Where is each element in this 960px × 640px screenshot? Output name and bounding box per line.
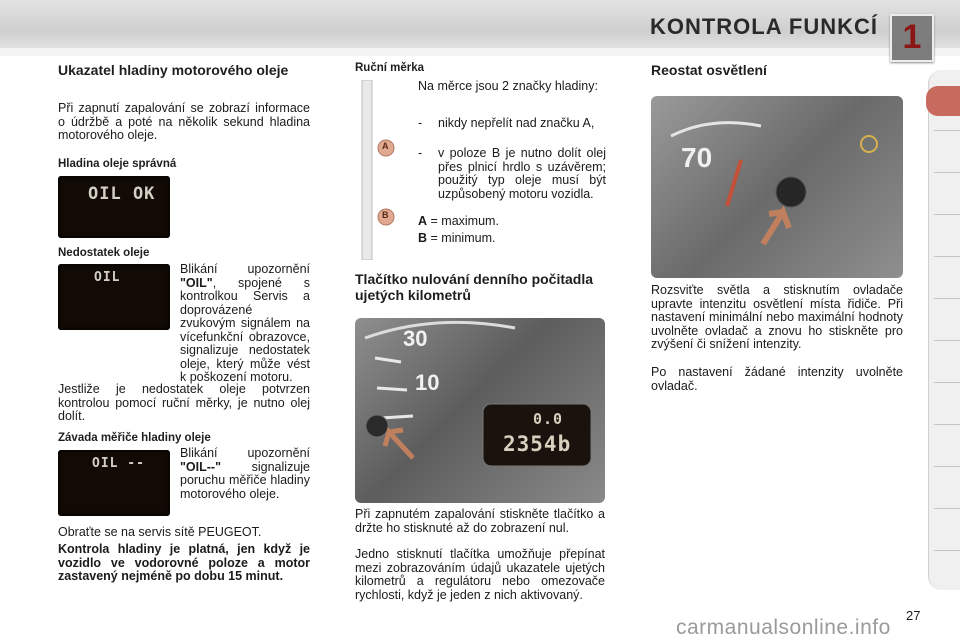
dipstick-heading: Ruční měrka — [355, 62, 425, 74]
def-a-key: A — [418, 214, 428, 228]
dipstick-mark-b: B — [382, 210, 389, 220]
level-valid-note: Kontrola hladiny je platná, jen když je vozidlo ve vodorovné poloze a motor zastavený nejméně po dobu 15 minut. — [58, 542, 310, 583]
trip-reset-p2: Jedno stisknutí tlačítka umožňuje přepínat mezi zobrazováním údajů ukazatele ujetých kilometrů a regulátoru nebo omezovače rychlosti, když je jeden z nich aktivovaný. — [355, 547, 605, 602]
trip-gauge-30: 30 — [403, 326, 428, 351]
oil-low-confirm: Jestliže je nedostatek oleje potvrzen kontrolou pomocí ruční měrky, je nutno olej dolít. — [58, 382, 310, 423]
tab-divider — [934, 256, 960, 257]
dipstick-item-1: nikdy nepřelít nad značku A, — [438, 116, 595, 130]
tab-divider — [934, 298, 960, 299]
list-dash: - — [418, 116, 423, 130]
tab-divider — [934, 508, 960, 509]
watermark: carmanualsonline.info — [676, 616, 891, 639]
chapter-tab-strip — [928, 70, 960, 590]
def-b — [418, 232, 495, 246]
trip-gauge-10: 10 — [415, 370, 440, 395]
gauge-fault-display — [58, 450, 170, 516]
dimmer-heading: Reostat osvětlení — [651, 62, 767, 78]
gauge-fault-display-text: OIL -- — [92, 456, 145, 471]
trip-display-bottom: 2354b — [503, 432, 572, 456]
tab-divider — [934, 382, 960, 383]
oil-low-text-post: , spojené s kontrolkou Servis a doprovázené zvukovým signálem na vícefunkční obrazovce, signalizuje nedostatek oleje, který může vést k poškození motoru. — [180, 275, 310, 384]
dimmer-photo — [651, 96, 903, 278]
tab-divider — [934, 214, 960, 215]
list-dash: - — [418, 146, 423, 160]
dimmer-p1: Rozsviťte světla a stisknutím ovladače upravte intenzitu osvětlení místa řidiče. Při nastavení minimální nebo maximální hodnoty uvolněte ovladač a znovu ho stiskněte pro zvýšení či snížení intenzity. — [651, 283, 903, 351]
tab-divider — [934, 466, 960, 467]
oil-ok-display — [58, 176, 170, 238]
oil-low-display — [58, 264, 170, 330]
trip-display-top: 0.0 — [533, 410, 564, 428]
oil-low-heading: Nedostatek oleje — [58, 247, 150, 259]
def-b-key: B — [418, 231, 428, 245]
gauge-fault-heading: Závada měřiče hladiny oleje — [58, 432, 211, 444]
oil-ok-heading: Hladina oleje správná — [58, 158, 177, 170]
oil-low-text-pre: Blikání upozornění — [180, 262, 310, 276]
dipstick-mark-a: A — [382, 141, 389, 151]
tab-divider — [934, 424, 960, 425]
gauge-fault-text — [180, 447, 310, 501]
page-title: KONTROLA FUNKCÍ — [649, 14, 878, 39]
oil-level-intro: Při zapnutí zapalování se zobrazí informace o údržbě a poté na několik sekund hladina motorového oleje. — [58, 101, 310, 142]
oil-level-heading: Ukazatel hladiny motorového oleje — [58, 62, 289, 78]
trip-reset-photo — [355, 318, 605, 503]
dimmer-drawing — [651, 96, 903, 278]
oil-low-text — [180, 263, 310, 385]
def-a — [418, 215, 499, 229]
dipstick-intro: Na měrce jsou 2 značky hladiny: — [418, 79, 598, 93]
chapter-badge — [890, 14, 934, 62]
header-divider — [0, 48, 960, 56]
active-chapter-tab[interactable] — [926, 86, 960, 116]
trip-gauge-drawing — [355, 318, 605, 503]
service-note: Obraťte se na servis sítě PEUGEOT. — [58, 525, 262, 539]
page-number: 27 — [906, 608, 921, 623]
tab-divider — [934, 172, 960, 173]
trip-reset-p1: Při zapnutém zapalování stiskněte tlačítko a držte ho stisknuté až do zobrazení nul. — [355, 507, 605, 535]
gauge-fault-text-pre: Blikání upozornění — [180, 446, 310, 460]
oil-low-code: "OIL" — [180, 275, 213, 290]
dimmer-gauge-70: 70 — [681, 142, 713, 173]
dimmer-p2: Po nastavení žádané intenzity uvolněte ovladač. — [651, 365, 903, 393]
chapter-number: 1 — [902, 18, 922, 56]
gauge-fault-code: "OIL--" — [180, 459, 222, 474]
def-a-value: = maximum. — [430, 214, 499, 228]
oil-low-display-text: OIL — [94, 270, 121, 285]
oil-ok-display-text: OIL OK — [88, 184, 156, 204]
dipstick-item-2: v poloze B je nutno dolít olej přes plnicí hrdlo s uzávěrem; použitý typ oleje musí být uzpůsobený motoru vozidla. — [438, 146, 606, 201]
def-b-value: = minimum. — [430, 231, 496, 245]
gauge-fault-text-post: signalizuje poruchu měřiče hladiny motorového oleje. — [180, 459, 310, 501]
trip-reset-heading: Tlačítko nulování denního počitadla ujetých kilometrů — [355, 271, 594, 303]
dipstick-illustration — [358, 80, 406, 260]
tab-divider — [934, 340, 960, 341]
tab-divider — [934, 550, 960, 551]
tab-divider — [934, 130, 960, 131]
